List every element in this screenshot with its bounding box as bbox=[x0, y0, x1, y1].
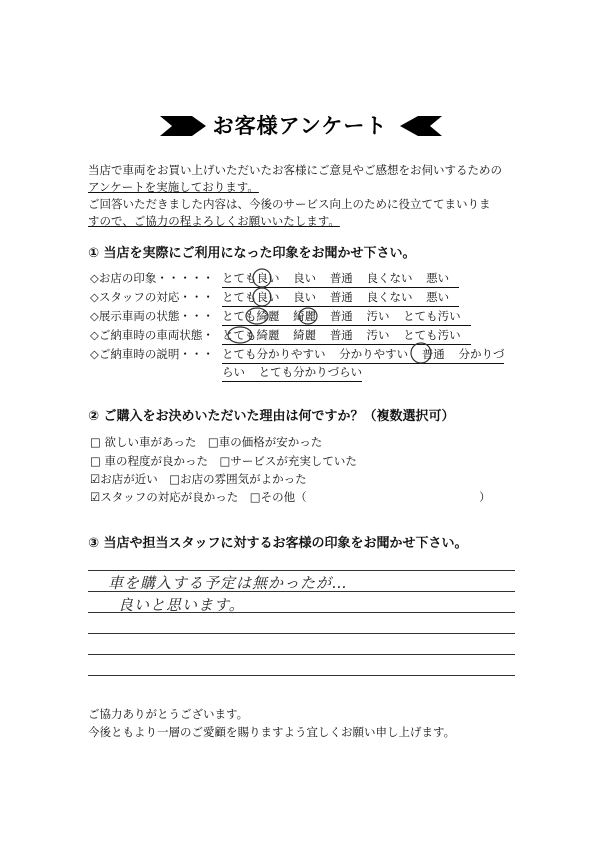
handwritten-answer-2: 良いと思います。 bbox=[118, 596, 245, 614]
option[interactable]: とても良い bbox=[222, 271, 280, 285]
q1-row-options bbox=[222, 270, 459, 288]
option[interactable]: 普通 bbox=[329, 290, 353, 304]
option[interactable]: とても綺麗 bbox=[222, 309, 280, 323]
q1-row-label: ◇ご納車時の車両状態・ bbox=[90, 328, 214, 342]
option[interactable]: 汚い bbox=[366, 309, 390, 323]
option[interactable]: 綺麗 bbox=[293, 309, 317, 323]
option[interactable]: 普通 bbox=[329, 271, 353, 285]
q1-row-options bbox=[222, 289, 459, 307]
q1-title: ① 当店を実際にご利用になった印象をお聞かせ下さい。 bbox=[88, 246, 416, 261]
option[interactable]: とても分かりやすい bbox=[222, 347, 326, 361]
answer-line bbox=[88, 654, 515, 655]
q1-row-label: ◇展示車両の状態・・・ bbox=[90, 309, 214, 323]
option[interactable]: 良い bbox=[293, 290, 317, 304]
option[interactable]: 良くない bbox=[366, 290, 413, 304]
option[interactable]: 汚い bbox=[366, 328, 390, 342]
survey-header bbox=[150, 108, 450, 144]
answer-line bbox=[88, 570, 515, 571]
thanks-line: ご協力ありがとうございます。 bbox=[88, 707, 249, 721]
option[interactable]: 良い bbox=[293, 271, 317, 285]
page-title: お客様アンケート bbox=[212, 114, 388, 138]
q1-row-options bbox=[222, 308, 471, 326]
intro-line-1: 当店で車両をお買い上げいただいたお客様にご意見やご感想をお伺いするための bbox=[88, 163, 502, 177]
option[interactable]: 悪い bbox=[426, 290, 450, 304]
q2-line-4[interactable]: ☑スタッフの対応が良かった □その他（ ） bbox=[90, 490, 491, 504]
q2-title: ② ご購入をお決めいただいた理由は何ですか？（複数選択可） bbox=[88, 409, 455, 424]
intro-line-3: ご回答いただきました内容は、今後のサービス向上のために役立ててまいりま bbox=[88, 197, 491, 211]
q1-row-options bbox=[222, 364, 362, 382]
intro-line-2: アンケートを実施しております。 bbox=[88, 180, 259, 194]
answer-line bbox=[88, 633, 515, 634]
q1-row-label: ◇スタッフの対応・・・ bbox=[90, 290, 214, 304]
q2-line-3[interactable]: ☑お店が近い □お店の雰囲気がよかった bbox=[90, 472, 307, 486]
intro-line-4: すので、ご協力の程よろしくお願いいたします。 bbox=[88, 214, 340, 228]
q2-line-2[interactable]: □ 車の程度が良かった □サービスが充実していた bbox=[90, 454, 357, 468]
option[interactable]: 普通 bbox=[329, 328, 353, 342]
handwritten-answer-1: 車を購入する予定は無かったが… bbox=[108, 574, 349, 592]
option[interactable]: 良くない bbox=[366, 271, 413, 285]
answer-line bbox=[88, 675, 515, 676]
option[interactable]: とても綺麗 bbox=[222, 328, 280, 342]
closing-line: 今後ともより一層のご愛顧を賜りますよう宜しくお願い申し上げます。 bbox=[88, 725, 456, 739]
option[interactable]: らい bbox=[222, 365, 245, 379]
right-arrow-icon bbox=[400, 116, 442, 136]
q1-row-label: ◇お店の印象・・・・・ bbox=[90, 271, 214, 285]
q2-line-1[interactable]: □ 欲しい車があった □車の価格が安かった bbox=[90, 435, 323, 449]
option[interactable]: 分かりづ bbox=[458, 347, 505, 361]
option[interactable]: とても汚い bbox=[403, 309, 461, 323]
q1-row-label: ◇ご納車時の説明・・・ bbox=[90, 347, 214, 361]
option[interactable]: 悪い bbox=[426, 271, 450, 285]
option[interactable]: とても良い bbox=[222, 290, 280, 304]
left-arrow-icon bbox=[160, 116, 206, 136]
q1-row-options bbox=[222, 327, 471, 345]
option[interactable]: 普通 bbox=[329, 309, 353, 323]
option[interactable]: 分かりやすい bbox=[339, 347, 409, 361]
option[interactable]: とても分かりづらい bbox=[258, 365, 363, 379]
option[interactable]: とても汚い bbox=[403, 328, 461, 342]
option[interactable]: 綺麗 bbox=[293, 328, 317, 342]
q3-title: ③ 当店や担当スタッフに対するお客様の印象をお聞かせ下さい。 bbox=[88, 536, 468, 551]
option[interactable]: 普通 bbox=[421, 347, 445, 361]
q1-row-options bbox=[222, 346, 504, 364]
